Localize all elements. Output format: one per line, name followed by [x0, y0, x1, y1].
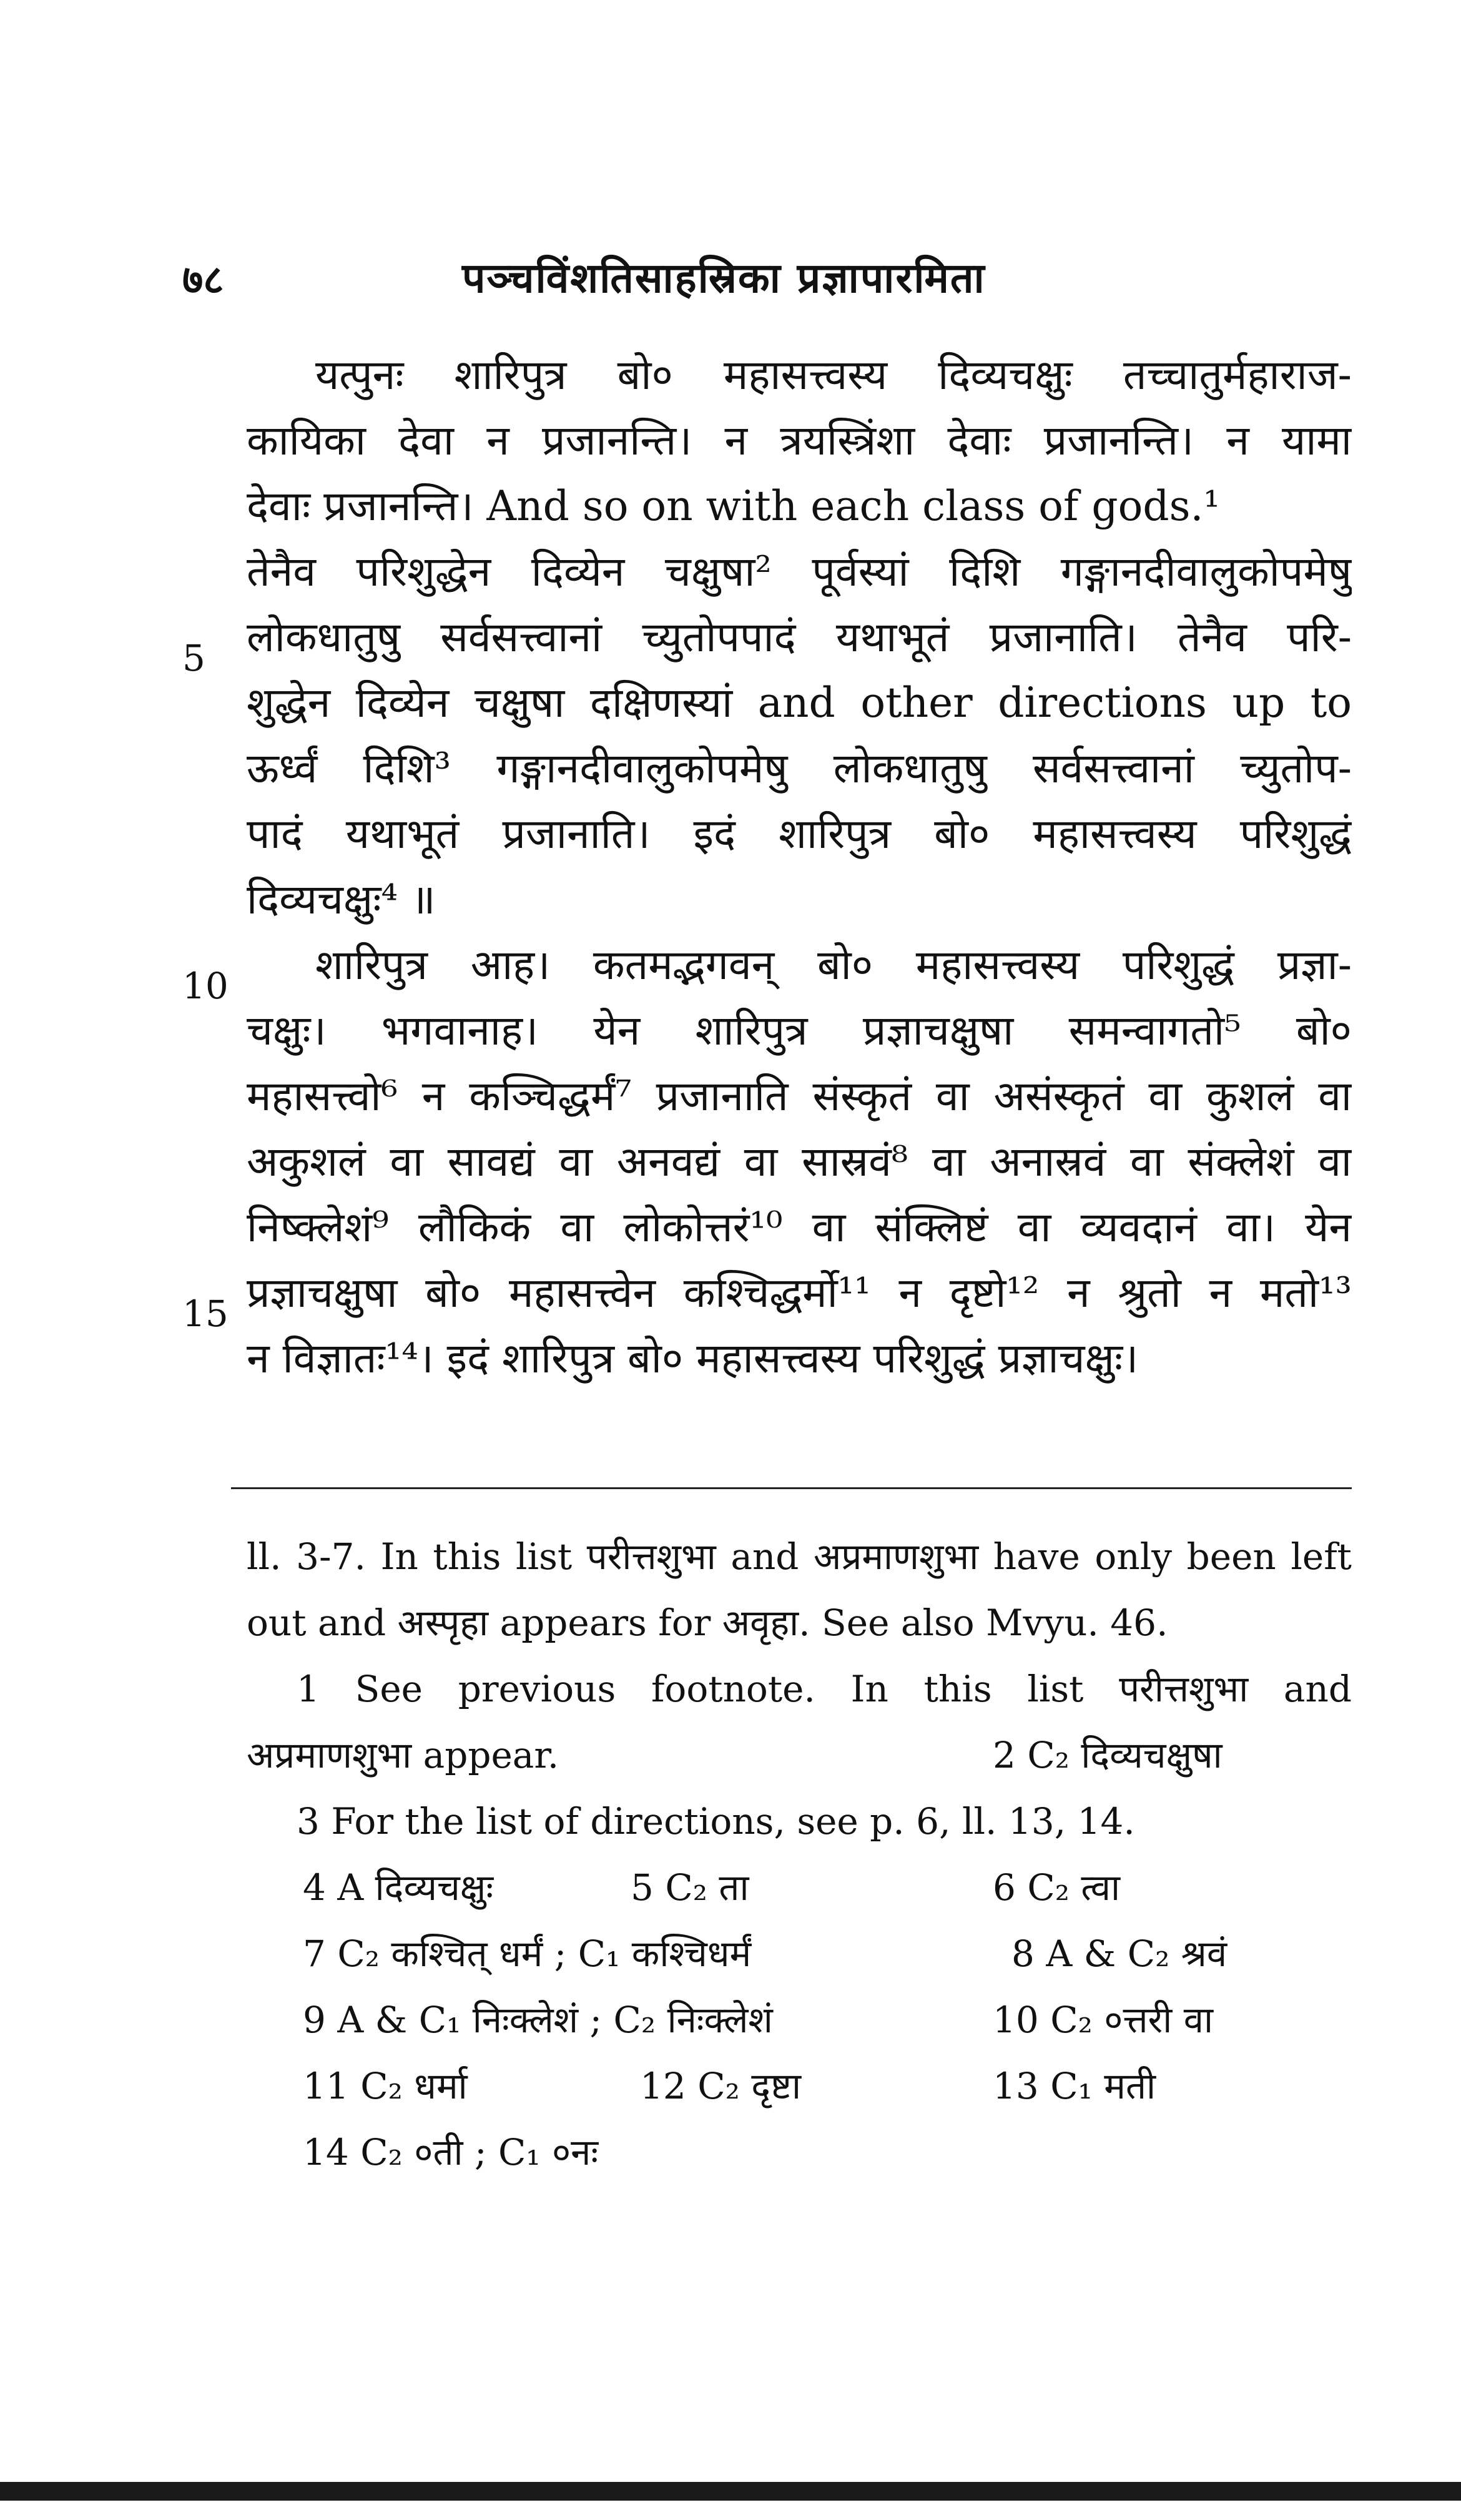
- text-line: तेनैव परिशुद्धेन दिव्येन चक्षुषा² पूर्वस्यां दिशि गङ्गानदीवालुकोपमेषु: [247, 548, 1352, 596]
- footnote-11: 11 C₂ धर्मा: [303, 2065, 468, 2107]
- line-number-15: 15: [182, 1292, 229, 1335]
- footnote-1-cont: अप्रमाणशुभा appear.: [247, 1734, 559, 1776]
- scan-edge: [0, 2482, 1461, 2501]
- footnote-12: 12 C₂ दृष्टा: [640, 2065, 801, 2107]
- footnote-8: 8 A & C₂ श्रवं: [1011, 1932, 1227, 1975]
- text-line: न विज्ञातः¹⁴। इदं शारिपुत्र बो० महासत्त्वस्य परिशुद्धं प्रज्ञाचक्षुः।: [247, 1334, 1139, 1382]
- page-number: ७८: [182, 257, 224, 303]
- text-line: निष्क्लेशं⁹ लौकिकं वा लोकोत्तरं¹⁰ वा संक्लिष्टं वा व्यवदानं वा। येन: [247, 1203, 1352, 1251]
- footnote-10: 10 C₂ ०त्तरी वा: [993, 1999, 1213, 2041]
- footnote-3: 3 For the list of directions, see p. 6, ll. 13, 14.: [297, 1800, 1135, 1843]
- text-line: पादं यथाभूतं प्रजानाति। इदं शारिपुत्र बो० महासत्त्वस्य परिशुद्धं: [247, 810, 1352, 858]
- footnote-1: 1 See previous footnote. In this list परीत्तशुभा and: [297, 1668, 1352, 1710]
- footnote-intro: ll. 3-7. In this list परीत्तशुभा and अप्रमाणशुभा have only been left: [247, 1535, 1352, 1578]
- footnote-rule: [231, 1487, 1352, 1489]
- line-number-10: 10: [182, 965, 229, 1007]
- footnotes: [247, 1523, 1352, 2185]
- footnote-row: [247, 1854, 1352, 1921]
- footnote-row: [247, 2053, 1352, 2119]
- text-line: यत्पुनः शारिपुत्र बो० महासत्त्वस्य दिव्यचक्षुः तच्चातुर्महाराज-: [315, 351, 1352, 399]
- footnote-5: 5 C₂ ता: [631, 1866, 749, 1909]
- text-line: शारिपुत्र आह। कतमद्भगवन् बो० महासत्त्वस्य परिशुद्धं प्रज्ञा-: [315, 941, 1352, 989]
- footnote-14: 14 C₂ ०ती ; C₁ ०नः: [303, 2131, 599, 2173]
- footnote-9: 9 A & C₁ निःक्लेशं ; C₂ निःक्लेशं: [303, 1999, 773, 2041]
- text-line: दिव्यचक्षुः⁴ ॥: [247, 875, 436, 923]
- text-line: प्रज्ञाचक्षुषा बो० महासत्त्वेन कश्चिद्धर्मो¹¹ न दृष्टो¹² न श्रुतो न मतो¹³: [247, 1269, 1352, 1317]
- footnote-6: 6 C₂ त्वा: [993, 1866, 1121, 1909]
- footnote-4: 4 A दिव्यचक्षुः: [303, 1866, 494, 1909]
- main-text: [247, 342, 1352, 1391]
- footnote-7: 7 C₂ कश्चित् धर्मं ; C₁ कश्चिधर्मं: [303, 1932, 752, 1975]
- running-title: पञ्चविंशतिसाहस्रिका प्रज्ञापारमिता: [462, 253, 986, 302]
- footnote-13: 13 C₁ मती: [993, 2065, 1156, 2107]
- footnote-row: [247, 1921, 1352, 1987]
- text-line: लोकधातुषु सर्वसत्त्वानां च्युतोपपादं यथाभूतं प्रजानाति। तेनैव परि-: [247, 613, 1352, 661]
- footnote-row: [247, 2119, 1352, 2185]
- text-line: शुद्धेन दिव्येन चक्षुषा दक्षिणस्यां and other directions up to: [247, 679, 1352, 727]
- footnote-row: [247, 1987, 1352, 2053]
- text-line: अकुशलं वा सावद्यं वा अनवद्यं वा सास्रवं⁸ वा अनास्रवं वा संक्लेशं वा: [247, 1138, 1352, 1186]
- text-line: चक्षुः। भगवानाह। येन शारिपुत्र प्रज्ञाचक्षुषा समन्वागतो⁵ बो०: [247, 1007, 1352, 1055]
- line-number-5: 5: [182, 637, 205, 679]
- text-line: कायिका देवा न प्रजानन्ति। न त्रयस्त्रिंशा देवाः प्रजानन्ति। न यामा: [247, 416, 1352, 465]
- text-line: देवाः प्रजानन्ति। And so on with each class of gods.¹: [247, 482, 1220, 530]
- footnote-row: [247, 1722, 1352, 1788]
- text-line: महासत्त्वो⁶ न कञ्चिद्धर्मं⁷ प्रजानाति संस्कृतं वा असंस्कृतं वा कुशलं वा: [247, 1072, 1352, 1120]
- text-line: ऊर्ध्वं दिशि³ गङ्गानदीवालुकोपमेषु लोकधातुषु सर्वसत्त्वानां च्युतोप-: [247, 744, 1352, 792]
- footnote-2: 2 C₂ दिव्यचक्षुषा: [993, 1734, 1222, 1776]
- footnote-intro: out and अस्पृहा appears for अवृहा. See also Mvyu. 46.: [247, 1602, 1168, 1644]
